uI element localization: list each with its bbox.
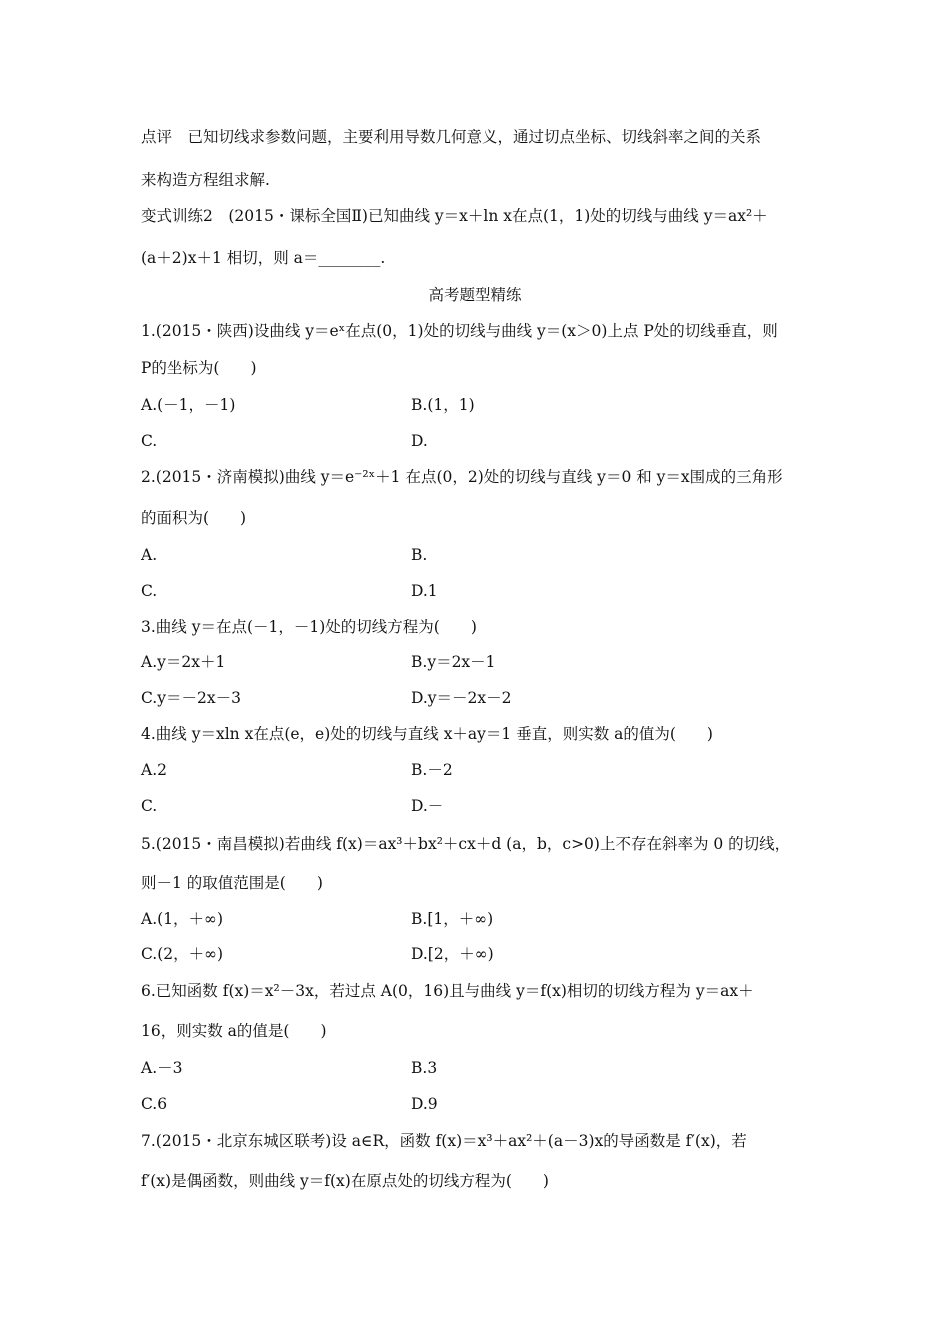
variant-line-2: (a＋2)x＋1 相切，则 a＝________. bbox=[141, 249, 386, 267]
question-3-option-a: A.y＝2x＋1 bbox=[141, 653, 226, 671]
question-4-option-c: C. bbox=[141, 797, 158, 815]
question-3-option-d: D.y＝－2x－2 bbox=[411, 689, 512, 707]
question-2-stem-line-1: 2.(2015・济南模拟)曲线 y＝e⁻²ˣ＋1 在点(0，2)处的切线与直线 y＝0 和 y＝x围成的三角形 bbox=[141, 468, 783, 486]
question-1-option-c: C. bbox=[141, 432, 158, 450]
question-4-option-d: D.－ bbox=[411, 797, 444, 815]
question-1-stem-line-1: 1.(2015・陕西)设曲线 y＝eˣ在点(0，1)处的切线与曲线 y＝(x＞0)上点 P处的切线垂直，则 bbox=[141, 322, 778, 340]
comment-line-2: 来构造方程组求解. bbox=[141, 171, 270, 189]
question-2-option-a: A. bbox=[141, 546, 158, 564]
question-5-stem-line-1: 5.(2015・南昌模拟)若曲线 f(x)＝ax³＋bx²＋cx＋d (a，b，c>0)上不存在斜率为 0 的切线， bbox=[141, 835, 791, 853]
question-3-stem: 3.曲线 y＝在点(－1，－1)处的切线方程为( ) bbox=[141, 618, 477, 636]
comment-line-1: 点评 已知切线求参数问题，主要利用导数几何意义，通过切点坐标、切线斜率之间的关系 bbox=[141, 128, 762, 146]
question-6-option-a: A.－3 bbox=[141, 1059, 183, 1077]
question-5-stem-line-2: 则－1 的取值范围是( ) bbox=[141, 874, 323, 892]
question-5-option-c: C.(2，＋∞) bbox=[141, 945, 224, 963]
question-6-option-c: C.6 bbox=[141, 1095, 168, 1113]
question-2-stem-line-2: 的面积为( ) bbox=[141, 509, 247, 527]
question-3-option-b: B.y＝2x－1 bbox=[411, 653, 496, 671]
question-5-option-a: A.(1，＋∞) bbox=[141, 910, 223, 928]
question-7-stem-line-1: 7.(2015・北京东城区联考)设 a∈R，函数 f(x)＝x³＋ax²＋(a－3)x的导函数是 f′(x)，若 bbox=[141, 1132, 747, 1150]
question-4-option-a: A.2 bbox=[141, 761, 167, 779]
question-4-option-b: B.－2 bbox=[411, 761, 453, 779]
question-1-stem-line-2: P的坐标为( ) bbox=[141, 359, 257, 377]
question-6-stem-line-2: 16，则实数 a的值是( ) bbox=[141, 1022, 327, 1040]
section-title: 高考题型精练 bbox=[428, 286, 522, 304]
question-5-option-b: B.[1，＋∞) bbox=[411, 910, 494, 928]
question-4-stem: 4.曲线 y＝xln x在点(e，e)处的切线与直线 x＋ay＝1 垂直，则实数 a的值为( ) bbox=[141, 725, 713, 743]
question-3-option-c: C.y＝－2x－3 bbox=[141, 689, 241, 707]
question-1-option-d: D. bbox=[411, 432, 428, 450]
question-6-option-d: D.9 bbox=[411, 1095, 438, 1113]
question-2-option-d: D.1 bbox=[411, 582, 438, 600]
question-7-stem-line-2: f′(x)是偶函数，则曲线 y＝f(x)在原点处的切线方程为( ) bbox=[141, 1172, 549, 1190]
question-5-option-d: D.[2，＋∞) bbox=[411, 945, 494, 963]
question-1-option-a: A.(－1，－1) bbox=[141, 396, 236, 414]
question-6-option-b: B.3 bbox=[411, 1059, 438, 1077]
question-2-option-c: C. bbox=[141, 582, 158, 600]
question-6-stem-line-1: 6.已知函数 f(x)＝x²－3x，若过点 A(0，16)且与曲线 y＝f(x)相切的切线方程为 y＝ax＋ bbox=[141, 982, 754, 1000]
variant-line-1: 变式训练2 (2015・课标全国Ⅱ)已知曲线 y＝x＋ln x在点(1，1)处的切线与曲线 y＝ax²＋ bbox=[141, 207, 768, 225]
question-1-option-b: B.(1，1) bbox=[411, 396, 475, 414]
question-2-option-b: B. bbox=[411, 546, 428, 564]
